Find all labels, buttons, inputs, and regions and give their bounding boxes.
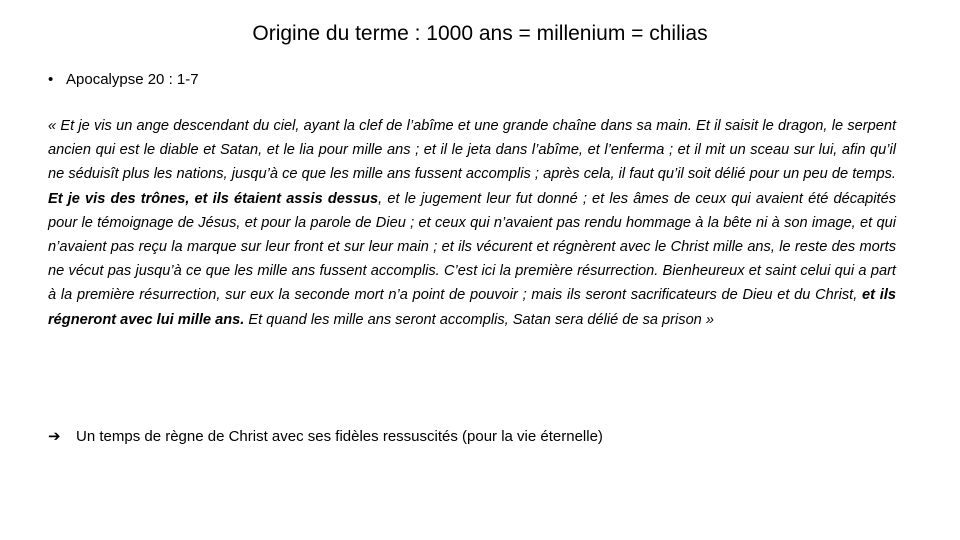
arrow-right-icon: ➔ [48,428,61,445]
slide-title: Origine du terme : 1000 ans = millenium = chilias [252,22,708,45]
quote-segment: Et quand les mille ans seront accomplis, Satan sera délié de sa prison » [244,311,714,328]
bullet-text: Apocalypse 20 : 1-7 [66,71,199,88]
quote-emphasis: et ils régneront avec lui mille ans. [48,287,896,328]
quote-segment: , et le jugement leur fut donné ; et les âmes de ceux qui avaient été décapités pour le témoignage de Jésus, et pour la parole de Dieu ; et ceux qui n’avaient pas rendu hommage à la bête ni à son image, et qui n’avaient pas reçu la marque sur leur front et sur leur main ; et ils vécurent et régnèrent avec le Christ mille ans, le reste des morts ne vécut pas jusqu’à ce que les mille ans fussent accomplis. C’est ici la première résurrection. Bienheureux et saint celui qui a part à la première résurrection, sur eux la seconde mort n’a point de pouvoir ; mais ils seront sacrificateurs de Dieu et du Christ, [48,190,897,304]
scripture-quote [48,114,896,332]
quote-segment: « Et je vis un ange descendant du ciel, ayant la clef de l’abîme et une grande chaîne dans sa main. Et il saisit le dragon, le serpent ancien qui est le diable et Satan, et le lia pour mille ans ; et il le jeta dans l’abîme, et l’enferma ; et il mit un sceau sur lui, afin qu’il ne séduisît plus les nations, jusqu’à ce que les mille ans fussent accomplis ; après cela, il faut qu’il soit délié pour un peu de temps. [48,118,896,183]
bullet-dot-icon: • [48,71,54,88]
quote-emphasis: Et je vis des trônes, [48,190,190,207]
quote-emphasis: et ils étaient assis dessus [194,190,379,207]
conclusion-line [48,426,603,448]
bullet-reference [48,70,199,90]
conclusion-text: Un temps de règne de Christ avec ses fidèles ressuscités (pour la vie éternelle) [76,428,603,445]
